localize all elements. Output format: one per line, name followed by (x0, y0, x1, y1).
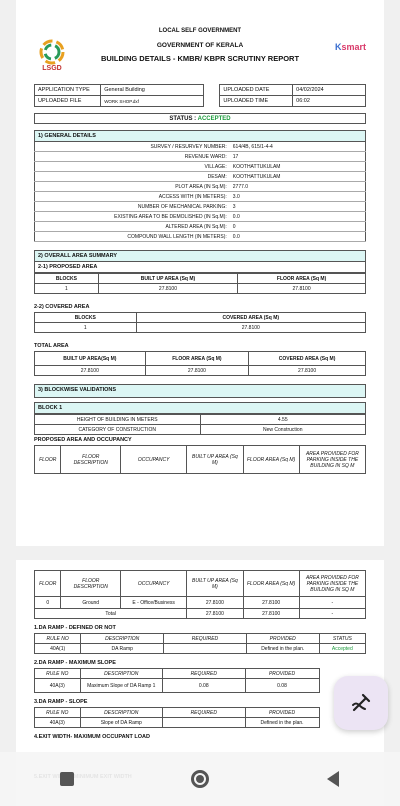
general-value: 3.0 (230, 192, 366, 202)
occupancy-title: PROPOSED AREA AND OCCUPANCY (34, 437, 132, 443)
general-value: 614/4B, 615/1-4-4 (230, 142, 366, 152)
proposed-area-table: BLOCKS BUILT UP AREA (Sq M) FLOOR AREA (Sq M) 1 27.8100 27.8100 (34, 273, 366, 294)
recents-icon (60, 772, 74, 786)
table-row: 40A(1) DA Ramp Defined in the plan. Accepted (35, 644, 366, 654)
exit-width-title: 4.EXIT WIDTH- MAXIMUM OCCUPANT LOAD (34, 734, 151, 740)
general-details-title: 1) GENERAL DETAILS (34, 130, 366, 142)
uploaded-date-label: UPLOADED DATE (220, 85, 293, 96)
status-badge: ACCEPTED (197, 116, 231, 122)
table-row (35, 232, 366, 242)
table-row: 27.8100 27.8100 27.8100 (35, 366, 366, 376)
table-row: 40A(3) Slope of DA Ramp Defined in the plan. (35, 718, 320, 728)
ramp-defined-table: RULE NO DESCRIPTION REQUIRED PROVIDED STATUS 40A(1) DA Ramp Defined in the plan. Accepted (34, 633, 366, 654)
ramp-slope-max-title: 2.DA RAMP - MAXIMUM SLOPE (34, 660, 116, 666)
app-type-value: General Building (101, 85, 204, 96)
edit-fab-button[interactable] (334, 676, 388, 730)
uploaded-file-value: WORK SHOP.dxf (101, 96, 204, 107)
ksmart-logo: Ksmart (334, 42, 366, 52)
lsgd-logo (34, 36, 70, 72)
general-key: DESAM: (35, 172, 230, 182)
general-key: EXISTING AREA TO BE DEMOLISHED (IN Sq.M): (35, 212, 230, 222)
pen-edit-icon (349, 691, 373, 715)
total-area-table: BUILT UP AREA(Sq M) FLOOR AREA (Sq M) COVERED AREA (Sq M) 27.8100 27.8100 27.8100 (34, 351, 366, 376)
ramp-slope-table: RULE NO DESCRIPTION REQUIRED PROVIDED 40A(3) Slope of DA Ramp Defined in the plan. (34, 707, 320, 728)
header-line2: GOVERNMENT OF KERALA (156, 42, 244, 49)
table-row (35, 222, 366, 232)
general-key: NUMBER OF MECHANICAL PARKING: (35, 202, 230, 212)
back-button[interactable] (303, 759, 363, 799)
uploaded-time-value: 06:02 (293, 96, 366, 107)
report-page-1 (16, 0, 384, 546)
blockwise-title: 3) BLOCKWISE VALIDATIONS (34, 384, 366, 398)
occupancy-table: FLOOR FLOOR DESCRIPTION OCCUPANCY BUILT UP AREA (Sq M) FLOOR AREA (Sq M) AREA PROVIDED FOR PARKING INSIDE THE BUILDING IN SQ M 0 Ground E - Office/Business 27.8100 27.8100 - Total 27.8100 27.8100 - (34, 570, 366, 619)
occupancy-header-table: FLOOR FLOOR DESCRIPTION OCCUPANCY BUILT UP AREA (Sq M) FLOOR AREA (Sq M) AREA PROVIDED FOR PARKING INSIDE THE BUILDING IN SQ M (34, 445, 366, 474)
android-nav-bar (0, 752, 400, 806)
ramp-slope-max-table: RULE NO DESCRIPTION REQUIRED PROVIDED 40A(3) Maximum Slope of DA Ramp 1 0.08 0.08 (34, 668, 320, 693)
general-key: COMPOUND WALL LENGTH (IN METERS): (35, 232, 230, 242)
general-value: 0.0 (230, 232, 366, 242)
general-key: ALTERED AREA (IN Sq.M): (35, 222, 230, 232)
general-value: 17 (230, 152, 366, 162)
report-header (34, 28, 366, 84)
back-icon (327, 771, 339, 787)
general-key: ACCESS WITH (IN METERS): (35, 192, 230, 202)
general-value: KOOTHATTUKULAM (230, 162, 366, 172)
uploaded-time-label: UPLOADED TIME (220, 96, 293, 107)
header-line1: LOCAL SELF GOVERNMENT (158, 28, 242, 34)
table-row (35, 172, 366, 182)
status-label: STATUS : (169, 116, 197, 122)
home-icon (191, 770, 209, 788)
table-row (35, 142, 366, 152)
table-row (35, 202, 366, 212)
table-row: Total 27.8100 27.8100 - (35, 609, 366, 619)
ramp-defined-title: 1.DA RAMP - DEFINED OR NOT (34, 625, 116, 631)
app-type-label: APPLICATION TYPE (35, 85, 101, 96)
general-value: 0.0 (230, 212, 366, 222)
svg-text:LSGD: LSGD (42, 65, 62, 72)
uploaded-date-value: 04/02/2024 (293, 85, 366, 96)
general-details-table (34, 142, 366, 242)
report-title: BUILDING DETAILS - KMBR/ KBPR SCRUTINY REPORT (100, 54, 300, 63)
general-value: 0 (230, 222, 366, 232)
status-row (34, 113, 366, 124)
table-row (35, 162, 366, 172)
general-value: KOOTHATTUKULAM (230, 172, 366, 182)
uploaded-file-label: UPLOADED FILE (35, 96, 101, 107)
block-info-table: HEIGHT OF BUILDING IN METERS 4.55 CATEGORY OF CONSTRUCTION New Construction (34, 414, 366, 435)
table-row (35, 152, 366, 162)
table-row: 0 Ground E - Office/Business 27.8100 27.8100 - (35, 597, 366, 609)
home-button[interactable] (170, 759, 230, 799)
table-row: 40A(3) Maximum Slope of DA Ramp 1 0.08 0.08 (35, 679, 320, 693)
general-key: VILLAGE: (35, 162, 230, 172)
recents-button[interactable] (37, 759, 97, 799)
table-row (35, 212, 366, 222)
area-summary-title: 2) OVERALL AREA SUMMARY (34, 250, 366, 262)
table-row: 1 27.8100 (35, 323, 366, 333)
general-key: SURVEY / RESURVEY NUMBER: (35, 142, 230, 152)
general-value: 2777.0 (230, 182, 366, 192)
proposed-area-title: 2-1) PROPOSED AREA (34, 262, 366, 273)
table-row (35, 192, 366, 202)
general-value: 3 (230, 202, 366, 212)
covered-area-title: 2-2) COVERED AREA (34, 304, 90, 310)
general-key: PLOT AREA (IN Sq.M): (35, 182, 230, 192)
total-area-title: TOTAL AREA (34, 343, 69, 349)
general-key: REVENUE WARD: (35, 152, 230, 162)
table-row: 1 27.8100 27.8100 (35, 284, 366, 294)
table-row (35, 182, 366, 192)
block-title: BLOCK 1 (34, 402, 366, 414)
meta-table (34, 84, 366, 107)
covered-area-table: BLOCKS COVERED AREA (Sq M) 1 27.8100 (34, 312, 366, 333)
ramp-slope-title: 3.DA RAMP - SLOPE (34, 699, 88, 705)
